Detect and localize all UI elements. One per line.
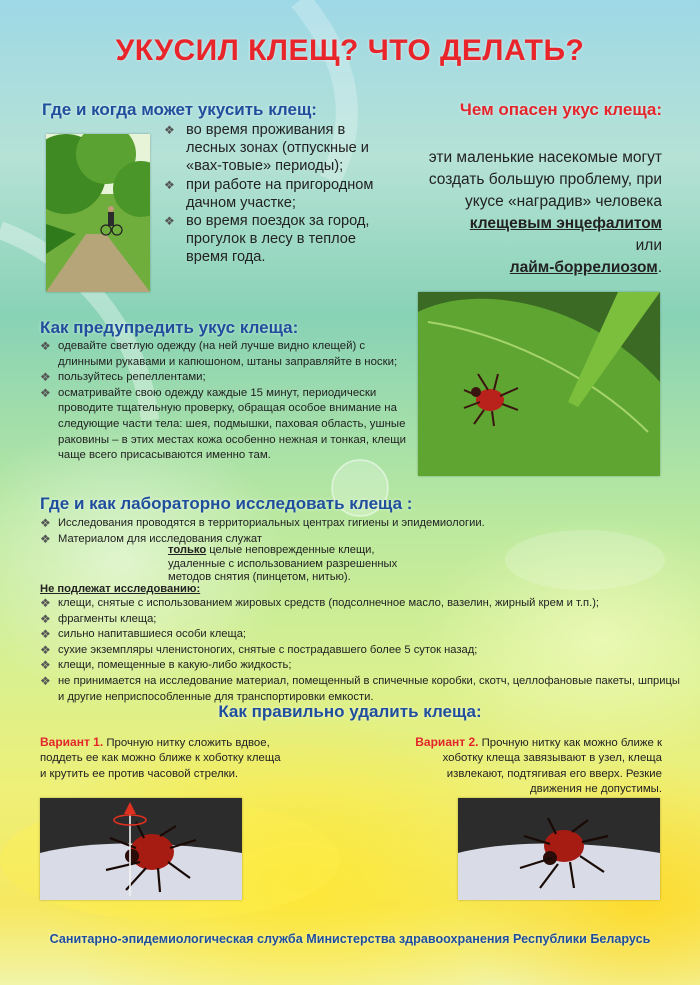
variant2-photo: [458, 798, 660, 900]
diamond-bullet-icon: ❖: [40, 673, 51, 688]
not-subject-list: [40, 596, 685, 705]
diamond-bullet-icon: ❖: [164, 214, 175, 229]
variant2-label: Вариант 2.: [415, 735, 479, 749]
variant1-text: Вариант 1. Прочную нитку сложить вдвое, поддеть ее как можно ближе к хоботку клеща и крутить ее против часовой стрелки.: [40, 735, 281, 780]
variant1-photo: [40, 798, 242, 900]
tick-on-leaf-photo: [418, 292, 660, 476]
list-item: ❖ Материалом для исследования служат: [40, 531, 262, 546]
list-item: ❖ пользуйтесь репеллентами;: [40, 370, 206, 385]
diamond-bullet-icon: ❖: [40, 627, 51, 642]
list-item: ❖ фрагменты клеща;: [40, 611, 157, 626]
prevent-list: [40, 339, 420, 464]
remove-heading: Как правильно удалить клеща:: [218, 702, 482, 721]
list-item: ❖ клещи, помещенные в какую-либо жидкость;: [40, 658, 292, 673]
not-subject-title: Не подлежат исследованию:: [40, 583, 201, 595]
diamond-bullet-icon: ❖: [40, 531, 51, 546]
diamond-bullet-icon: ❖: [40, 385, 51, 400]
diamond-bullet-icon: ❖: [40, 658, 51, 673]
prevent-heading: Как предупредить укус клеща:: [40, 318, 299, 337]
list-item: ❖ во время проживания в лесных зонах (отпускные и «вах-товые» периоды);: [164, 122, 369, 175]
encephalitis-term: клещевым энцефалитом: [469, 215, 662, 232]
list-item: ❖ осматривайте свою одежду каждые 15 минут, периодически проводите тщательную проверку, обращая особое внимание на следующие части тела: шея, подмышки, паховая область, ушные раковины – в этих местах кожа особенно нежная и тонкая, клещи чаще всего присасываются именно там.: [40, 385, 406, 462]
list-item: ❖ клещи, снятые с использованием жировых средств (подсолнечное масло, вазелин, жирный крем и т.п.);: [40, 596, 600, 610]
diamond-bullet-icon: ❖: [40, 516, 51, 530]
list-item: ❖ при работе на пригородном дачном участке;: [164, 176, 374, 211]
danger-heading: Чем опасен укус клеща:: [459, 100, 662, 119]
forest-path-photo: [46, 134, 150, 292]
lab-only-note: только целые неповрежденные клещи, удаленные с использованием разрешенных методов снятия (пинцетом, нитью).: [168, 544, 398, 584]
where-list: [164, 121, 384, 267]
list-item: ❖ не принимается на исследование материал, помещенный в спичечные коробки, скотч, целлофановые пакеты, шприцы и другие неприспособленные для транспортировки емкости.: [40, 673, 680, 703]
list-item: ❖ одевайте светлую одежду (на ней лучше видно клещей) с длинными рукавами и капюшоном, штаны заправляйте в носки;: [40, 339, 398, 368]
where-heading: Где и когда может укусить клещ:: [42, 100, 317, 119]
variant1-label: Вариант 1.: [40, 735, 104, 749]
diamond-bullet-icon: ❖: [40, 370, 51, 385]
danger-text: эти маленькие насекомые могут создать большую проблему, при укусе «наградив» человека клещевым энцефалитом или лайм-боррелиозом.: [428, 149, 662, 276]
diamond-bullet-icon: ❖: [40, 611, 51, 626]
lab-heading: Где и как лабораторно исследовать клеща :: [40, 494, 413, 513]
list-item: ❖ сухие экземпляры членистоногих, снятые с пострадавшего более 5 суток назад;: [40, 642, 478, 657]
diamond-bullet-icon: ❖: [164, 123, 175, 137]
page-title: УКУСИЛ КЛЕЩ? ЧТО ДЕЛАТЬ?: [115, 34, 585, 67]
list-item: ❖ сильно напитавшиеся особи клеща;: [40, 627, 247, 642]
diamond-bullet-icon: ❖: [40, 596, 51, 610]
diamond-bullet-icon: ❖: [40, 339, 51, 353]
lab-list: [40, 516, 680, 547]
variant2-text: Вариант 2. Прочную нитку как можно ближе к хоботку клеща завязывают в узел, клеща извлекают, подтягивая его вверх. Резкие движения не допустимы.: [415, 735, 662, 796]
lyme-term: лайм-боррелиозом: [509, 259, 658, 276]
footer-text: Санитарно-эпидемиологическая служба Министерства здравоохранения Республики Беларусь: [49, 932, 651, 946]
diamond-bullet-icon: ❖: [164, 177, 175, 192]
list-item: ❖ во время поездок за город, прогулок в лесу в теплое время года.: [164, 213, 370, 266]
only-word: только: [168, 544, 207, 556]
diamond-bullet-icon: ❖: [40, 642, 51, 657]
list-item: ❖ Исследования проводятся в территориальных центрах гигиены и эпидемиологии.: [40, 516, 485, 530]
